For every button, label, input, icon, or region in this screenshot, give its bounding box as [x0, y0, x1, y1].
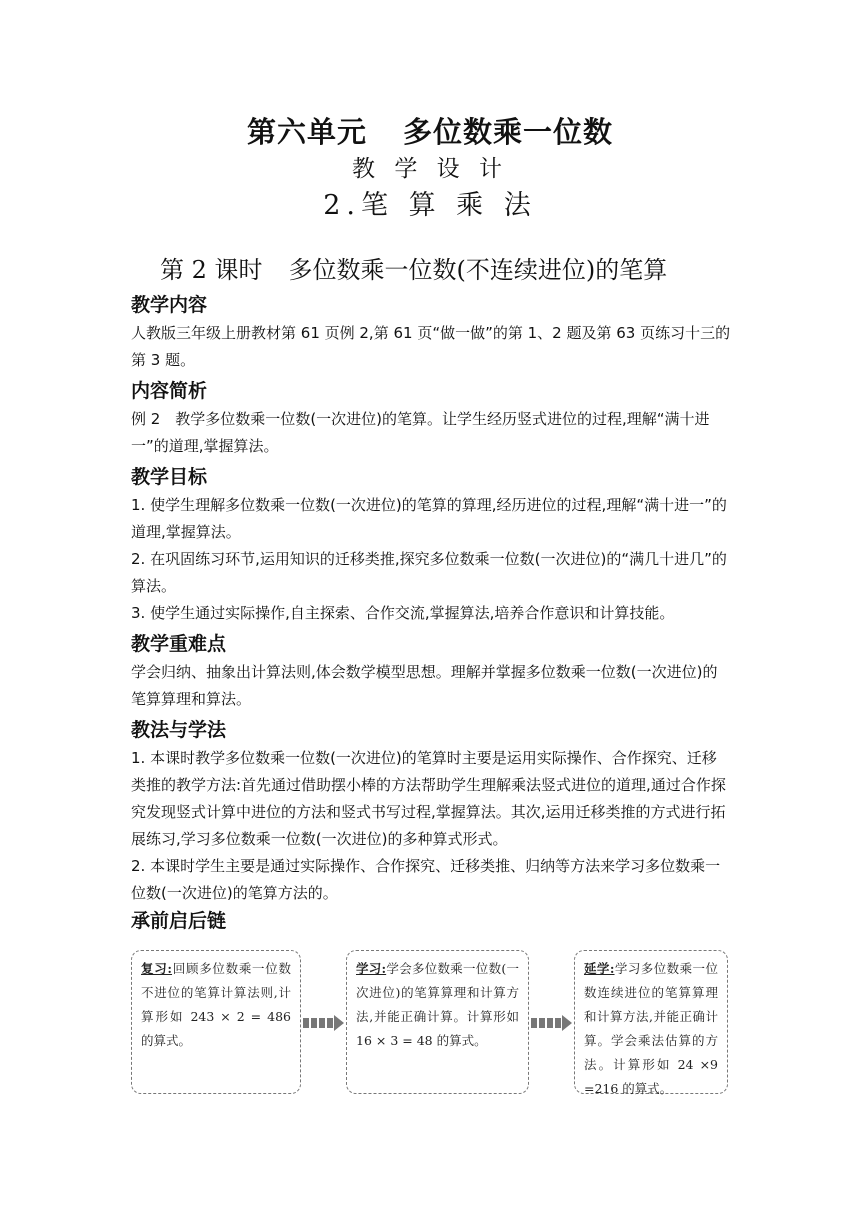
section-teaching-content: [131, 290, 731, 374]
section-text: 人教版三年级上册教材第 61 页例 2,第 61 页“做一做”的第 1、2 题及第 63 页练习十三的第 3 题。: [131, 324, 731, 369]
chain-box-extend: [574, 950, 728, 1094]
section-methods: [131, 715, 731, 907]
section-text: 例 2 教学多位数乘一位数(一次进位)的笔算。让学生经历竖式进位的过程,理解“满十进一”的道理,掌握算法。: [131, 410, 710, 455]
arrow-right-icon: [531, 1014, 573, 1032]
chain-tag: 复习:: [141, 961, 173, 976]
lesson-title: 2.笔 算 乘 法: [323, 190, 537, 221]
chain-tag: 延学:: [584, 961, 615, 976]
period-title: [160, 250, 780, 285]
chain-text: 回顾多位数乘一位数不进位的笔算计算法则,计算形如 243 × 2 = 486 的算式。: [141, 961, 291, 1048]
chain-box-learn: [346, 950, 529, 1094]
unit-name: 多位数乘一位数: [403, 115, 614, 149]
section-text: 学会归纳、抽象出计算法则,体会数学模型思想。理解并掌握多位数乘一位数(一次进位)的笔算算理和算法。: [131, 663, 718, 708]
section-heading: 教学重难点: [131, 633, 227, 655]
method-item: 1. 本课时教学多位数乘一位数(一次进位)的笔算时主要是运用实际操作、合作探究、迁移类推的教学方法:首先通过借助摆小棒的方法帮助学生理解乘法竖式进位的道理,通过合作探究发现竖式计算中进位的方法和竖式书写过程,掌握算法。其次,运用迁移类推的方式进行拓展练习,学习多位数乘一位数(一次进位)的多种算式形式。: [131, 749, 726, 848]
arrow-right-icon: [303, 1014, 345, 1032]
learning-chain: [131, 950, 731, 1100]
chain-text: 学会多位数乘一位数(一次进位)的笔算算理和计算方法,并能正确计算。计算形如 16 × 3 = 48 的算式。: [356, 961, 519, 1048]
goal-item: 2. 在巩固练习环节,运用知识的迁移类推,探究多位数乘一位数(一次进位)的“满几十进几”的算法。: [131, 550, 727, 595]
goal-item: 3. 使学生通过实际操作,自主探索、合作交流,掌握算法,培养合作意识和计算技能。: [131, 604, 675, 622]
section-key-difficulty: [131, 629, 731, 713]
period-name: 多位数乘一位数(不连续进位)的笔算: [288, 256, 668, 284]
period-label: 第 2 课时: [160, 256, 263, 284]
section-content-analysis: [131, 376, 731, 460]
method-item: 2. 本课时学生主要是通过实际操作、合作探究、迁移类推、归纳等方法来学习多位数乘一位数(一次进位)的笔算方法的。: [131, 857, 721, 902]
goal-item: 1. 使学生理解多位数乘一位数(一次进位)的笔算的算理,经历进位的过程,理解“满十进一”的道理,掌握算法。: [131, 496, 727, 541]
unit-label: 第六单元: [246, 115, 367, 149]
content-body: [131, 290, 731, 909]
section-heading: 内容简析: [131, 380, 208, 402]
doc-type: 教 学 设 计: [352, 156, 508, 182]
section-heading: 教学内容: [131, 294, 208, 316]
unit-title: [0, 110, 860, 151]
chain-text: 学习多位数乘一位数连续进位的笔算算理和计算方法,并能正确计算。学会乘法估算的方法。计算形如 24 ×9 =216 的算式。: [584, 961, 718, 1096]
section-teaching-goals: [131, 462, 731, 627]
chain-box-review: [131, 950, 301, 1094]
section-heading: 教法与学法: [131, 719, 227, 741]
section-heading: 教学目标: [131, 466, 208, 488]
chain-tag: 学习:: [356, 961, 387, 976]
chain-heading: 承前启后链: [131, 910, 227, 932]
